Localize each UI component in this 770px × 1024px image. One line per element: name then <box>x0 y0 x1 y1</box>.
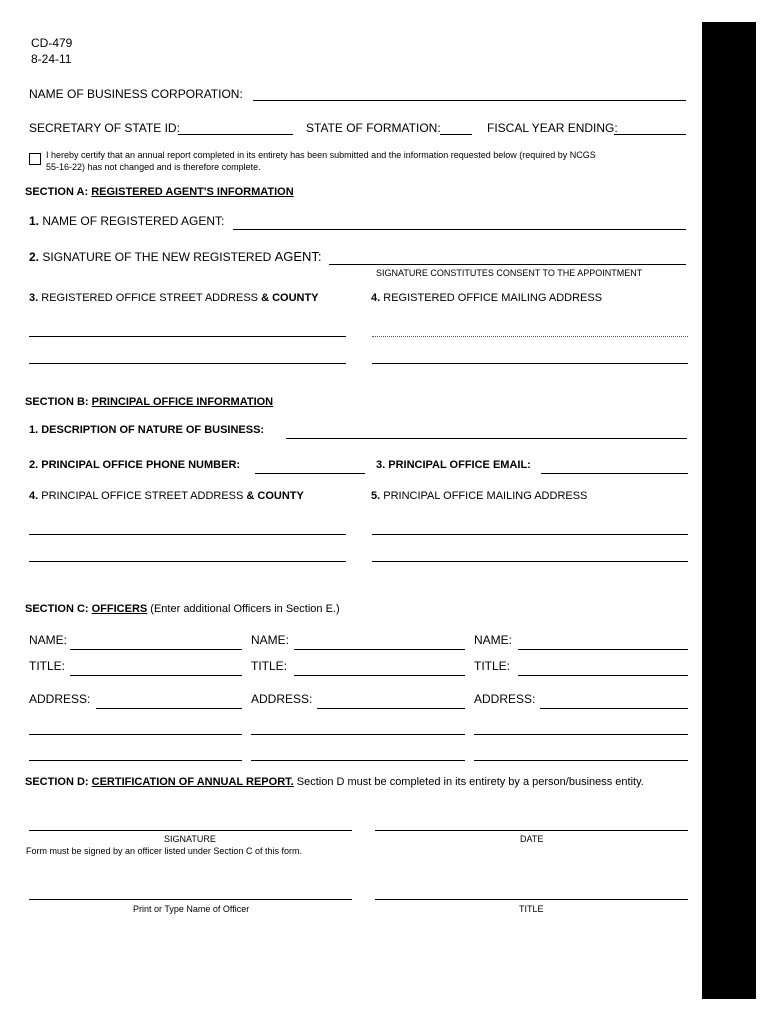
registered-mailing-address-line1[interactable] <box>372 336 688 337</box>
registered-agent-name-label: 1. NAME OF REGISTERED AGENT: <box>29 214 225 228</box>
business-description-field[interactable] <box>286 438 687 439</box>
certify-checkbox[interactable] <box>29 153 41 165</box>
officer1-address-label: ADDRESS: <box>29 692 91 706</box>
section-a-heading: SECTION A: REGISTERED AGENT'S INFORMATION <box>25 186 294 198</box>
principal-mailing-address-line1[interactable] <box>372 534 688 535</box>
registered-street-address-label: 3. REGISTERED OFFICE STREET ADDRESS & COUNTY <box>29 292 319 304</box>
state-formation-label: STATE OF FORMATION: <box>306 121 441 135</box>
fiscal-year-label: FISCAL YEAR ENDING: <box>487 121 618 135</box>
principal-street-address-line1[interactable] <box>29 534 346 535</box>
officer3-address-label: ADDRESS: <box>474 692 536 706</box>
principal-email-label: 3. PRINCIPAL OFFICE EMAIL: <box>376 459 531 471</box>
officer3-name-field[interactable] <box>518 649 688 650</box>
form-date: 8-24-11 <box>31 52 72 66</box>
registered-street-address-line1[interactable] <box>29 336 346 337</box>
fiscal-year-field[interactable] <box>614 134 686 135</box>
principal-mailing-address-line2[interactable] <box>372 561 688 562</box>
officer-title-field[interactable] <box>375 899 688 900</box>
officer2-address-line3[interactable] <box>251 760 465 761</box>
officer1-name-field[interactable] <box>70 649 242 650</box>
registered-agent-name-field[interactable] <box>233 229 686 230</box>
officer3-address-line2[interactable] <box>474 734 688 735</box>
signature-label: SIGNATURE <box>164 834 216 844</box>
officer2-title-label: TITLE: <box>251 659 288 673</box>
registered-street-address-line2[interactable] <box>29 363 346 364</box>
officer3-title-label: TITLE: <box>474 659 511 673</box>
officer2-address-line2[interactable] <box>251 734 465 735</box>
business-name-field[interactable] <box>253 100 686 101</box>
principal-phone-field[interactable] <box>255 473 365 474</box>
officer2-name-field[interactable] <box>294 649 465 650</box>
principal-phone-label: 2. PRINCIPAL OFFICE PHONE NUMBER: <box>29 459 241 471</box>
officer3-title-field[interactable] <box>518 675 688 676</box>
new-agent-signature-field[interactable] <box>329 264 686 265</box>
officer1-title-label: TITLE: <box>29 659 66 673</box>
business-name-label: NAME OF BUSINESS CORPORATION: <box>29 87 243 101</box>
officer3-address-line1[interactable] <box>540 708 688 709</box>
officer2-address-label: ADDRESS: <box>251 692 313 706</box>
section-c-heading: SECTION C: OFFICERS (Enter additional Officers in Section E.) <box>25 603 340 615</box>
officer2-address-line1[interactable] <box>317 708 465 709</box>
principal-street-address-label: 4. PRINCIPAL OFFICE STREET ADDRESS & COUNTY <box>29 490 304 502</box>
section-d-heading: SECTION D: CERTIFICATION OF ANNUAL REPORT. Section D must be completed in its entirety by a person/business entity. <box>25 776 644 788</box>
sos-id-label: SECRETARY OF STATE ID: <box>29 121 180 135</box>
officer-printed-name-field[interactable] <box>29 899 352 900</box>
business-description-label: 1. DESCRIPTION OF NATURE OF BUSINESS: <box>29 424 265 436</box>
officer3-name-label: NAME: <box>474 633 513 647</box>
registered-mailing-address-line2[interactable] <box>372 363 688 364</box>
officer1-address-line2[interactable] <box>29 734 242 735</box>
scan-edge-bar <box>702 22 756 999</box>
principal-mailing-address-label: 5. PRINCIPAL OFFICE MAILING ADDRESS <box>371 490 588 502</box>
form-number: CD-479 <box>31 36 73 50</box>
section-b-heading: SECTION B: PRINCIPAL OFFICE INFORMATION <box>25 396 274 408</box>
signature-date-field[interactable] <box>375 830 688 831</box>
officer1-name-label: NAME: <box>29 633 68 647</box>
officer-title-label: TITLE <box>519 904 544 914</box>
date-label: DATE <box>520 834 544 844</box>
officer1-address-line3[interactable] <box>29 760 242 761</box>
officer-signature-field[interactable] <box>29 830 352 831</box>
printed-name-label: Print or Type Name of Officer <box>133 904 250 914</box>
certify-text-line1: I hereby certify that an annual report completed in its entirety has been submitted and the information requested below (required by NCGS <box>46 150 596 160</box>
principal-street-address-line2[interactable] <box>29 561 346 562</box>
state-formation-field[interactable] <box>440 134 472 135</box>
officer1-title-field[interactable] <box>70 675 242 676</box>
signature-consent-note: SIGNATURE CONSTITUTES CONSENT TO THE APPOINTMENT <box>376 268 643 278</box>
registered-mailing-address-label: 4. REGISTERED OFFICE MAILING ADDRESS <box>371 292 603 304</box>
certify-text-line2: 55-16-22) has not changed and is therefore complete. <box>46 162 261 172</box>
officer1-address-line1[interactable] <box>96 708 242 709</box>
signature-requirement-note: Form must be signed by an officer listed under Section C of this form. <box>26 846 302 856</box>
sos-id-field[interactable] <box>178 134 293 135</box>
new-agent-signature-label: 2. SIGNATURE OF THE NEW REGISTERED AGENT: <box>29 249 322 264</box>
officer2-name-label: NAME: <box>251 633 290 647</box>
officer2-title-field[interactable] <box>294 675 465 676</box>
officer3-address-line3[interactable] <box>474 760 688 761</box>
principal-email-field[interactable] <box>541 473 688 474</box>
